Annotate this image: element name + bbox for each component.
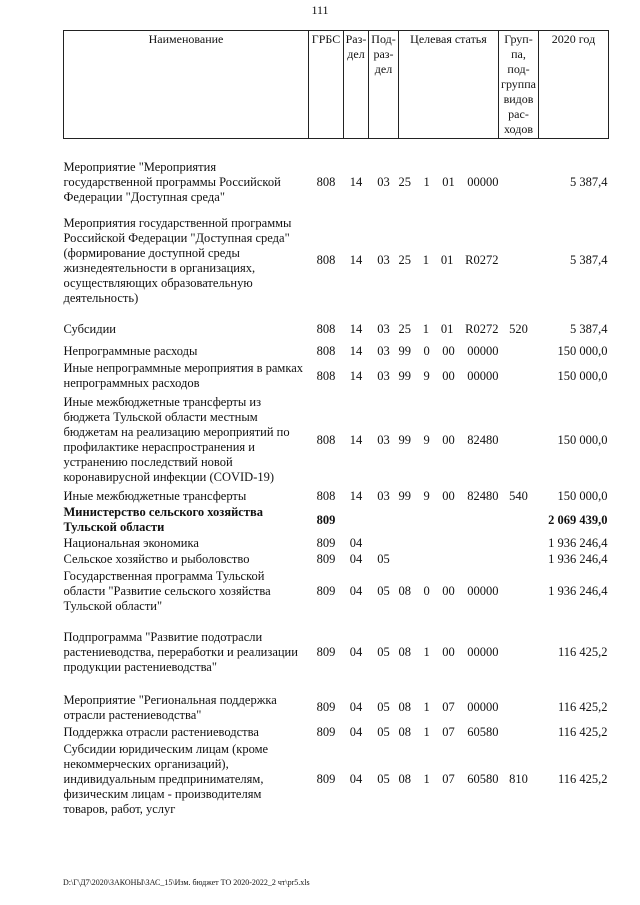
table-header-row (64, 31, 609, 139)
row-amount-2020: 5 387,4 (570, 253, 608, 267)
row-spacer (64, 139, 609, 153)
row-podrazdel: 05 (377, 700, 390, 714)
table-row (64, 691, 609, 725)
file-path-footer: D:\Г\Д7\2020\ЗАКОНЫ\ЗАС_15\Изм. бюджет ТО 2020-2022_2 чт\pr5.xls (63, 878, 310, 887)
row-amount-2020: 116 425,2 (557, 645, 608, 659)
row-target-code (399, 343, 499, 361)
row-grbs: 809 (316, 645, 336, 659)
row-target-code (399, 741, 499, 819)
target-code-parts (399, 175, 499, 190)
target-code-part: 99 (398, 368, 411, 383)
table-row (64, 505, 609, 536)
row-podrazdel: 05 (377, 645, 390, 659)
target-code-parts (399, 344, 499, 359)
target-code-part: R0272 (465, 321, 499, 336)
row-target-code (399, 568, 499, 615)
row-expense-group (499, 361, 539, 392)
row-razdel: 04 (349, 552, 363, 566)
row-target-code (399, 536, 499, 552)
target-code-part: 99 (398, 489, 411, 503)
target-code-part: 82480 (467, 489, 499, 503)
row-name: Непрограммные расходы (63, 344, 198, 358)
table-row (64, 361, 609, 392)
row-razdel: 04 (349, 700, 363, 714)
row-name: Министерство сельского хозяйства Тульской области (63, 505, 263, 534)
table-body (64, 139, 609, 819)
target-code-part: 25 (398, 253, 411, 267)
target-code-part: 1 (423, 174, 430, 189)
table-row (64, 343, 609, 361)
row-podrazdel: 03 (377, 253, 390, 267)
row-expense-group (499, 392, 539, 489)
row-grbs: 809 (316, 536, 336, 550)
target-code-part: 00 (442, 645, 455, 659)
target-code-part: R0272 (465, 253, 499, 267)
target-code-part: 00000 (467, 344, 499, 358)
row-target-code (399, 361, 499, 392)
table-row (64, 316, 609, 343)
target-code-part: 0 (423, 583, 430, 598)
row-amount-2020: 5 387,4 (570, 321, 608, 336)
target-code-part: 00 (442, 432, 455, 447)
target-code-parts (399, 584, 499, 599)
target-code-part: 08 (398, 772, 411, 786)
row-target-code (399, 552, 499, 568)
table-row (64, 552, 609, 568)
row-amount-2020: 1 936 246,4 (548, 536, 608, 550)
row-target-code (399, 691, 499, 725)
row-target-code (399, 153, 499, 212)
table-row (64, 392, 609, 489)
column-header-target: Целевая статья (399, 31, 499, 139)
column-header-razdel: Раз-дел (344, 31, 369, 139)
row-name: Мероприятие "Региональная поддержка отрасли растениеводства" (63, 692, 277, 722)
target-code-part: 1 (423, 645, 430, 659)
table-row (64, 212, 609, 310)
row-expense-group (499, 691, 539, 725)
row-podrazdel: 03 (377, 174, 390, 189)
row-grbs: 808 (316, 344, 336, 358)
row-grbs: 808 (316, 174, 336, 189)
row-amount-2020: 1 936 246,4 (548, 583, 608, 598)
row-razdel: 04 (349, 725, 363, 739)
row-target-code (399, 725, 499, 741)
target-code-part: 1 (423, 725, 430, 739)
target-code-part: 99 (398, 432, 411, 447)
row-podrazdel: 05 (377, 772, 390, 786)
column-header-grbs: ГРБС (309, 31, 344, 139)
target-code-part: 00000 (467, 368, 499, 383)
row-target-code (399, 392, 499, 489)
table-row (64, 741, 609, 819)
row-name: Иные межбюджетные трансферты (63, 489, 247, 503)
row-expense-group (499, 568, 539, 615)
table-row (64, 489, 609, 505)
row-name: Подпрограмма "Развитие подотрасли растениеводства, переработки и реализации продукции растениеводства" (63, 630, 298, 674)
row-podrazdel: 05 (377, 725, 390, 739)
target-code-part: 00000 (467, 583, 499, 598)
row-amount-2020: 2 069 439,0 (548, 512, 608, 527)
row-amount-2020: 150 000,0 (557, 344, 608, 358)
target-code-part: 99 (398, 344, 411, 358)
target-code-part: 00 (442, 368, 455, 383)
row-podrazdel: 03 (377, 344, 390, 358)
target-code-parts (399, 433, 499, 448)
page-number: 111 (311, 3, 329, 17)
row-podrazdel (369, 536, 399, 552)
row-razdel: 14 (349, 174, 363, 189)
table-row (64, 621, 609, 685)
row-razdel: 04 (349, 536, 363, 550)
target-code-part: 08 (398, 645, 411, 659)
target-code-part: 01 (440, 253, 454, 267)
row-razdel: 14 (349, 344, 363, 358)
target-code-parts (399, 489, 499, 504)
target-code-part: 9 (423, 368, 430, 383)
target-code-part: 25 (398, 321, 411, 336)
row-name: Мероприятие "Мероприятия государственной программы Российской Федерации "Доступная среда" (63, 159, 281, 204)
row-name: Государственная программа Тульской области "Развитие сельского хозяйства Тульской области" (63, 568, 271, 613)
target-code-part: 00000 (467, 174, 499, 189)
row-grbs: 809 (316, 725, 336, 739)
row-grbs: 809 (316, 583, 336, 598)
row-grbs: 809 (316, 512, 336, 527)
row-name: Поддержка отрасли растениеводства (63, 725, 259, 739)
row-name: Субсидии юридическим лицам (кроме некоммерческих организаций), индивидуальным предпринимателям, физическим лицам - производителям товаров, работ, услуг (63, 742, 269, 816)
target-code-parts (399, 645, 499, 660)
column-header-name: Наименование (64, 31, 309, 139)
target-code-parts (399, 369, 499, 384)
target-code-parts (399, 725, 499, 740)
target-code-part: 1 (423, 700, 430, 714)
target-code-part: 01 (440, 321, 454, 336)
column-header-year: 2020 год (539, 31, 609, 139)
target-code-part: 0 (423, 344, 430, 358)
row-grbs: 809 (316, 552, 336, 566)
target-code-parts (399, 253, 499, 268)
row-razdel: 14 (349, 368, 363, 383)
row-grbs: 808 (316, 253, 336, 267)
target-code-part: 9 (423, 432, 430, 447)
target-code-part: 00 (442, 344, 455, 358)
row-expense-group (499, 212, 539, 310)
column-header-group: Груп-па, под-группа видов рас-ходов (499, 31, 539, 139)
row-name: Субсидии (63, 321, 116, 336)
row-name: Мероприятия государственной программы Российской Федерации "Доступная среда" (формирование доступной среды жизнедеятельности в организациях, осуществляющих образовательную деятельность) (63, 215, 292, 305)
table-row (64, 153, 609, 212)
target-code-part: 08 (398, 583, 411, 598)
table-row (64, 536, 609, 552)
row-podrazdel: 05 (377, 583, 390, 598)
row-expense-group: 540 (509, 489, 528, 503)
row-amount-2020: 1 936 246,4 (548, 552, 608, 566)
target-code-parts (399, 322, 499, 337)
row-expense-group (499, 725, 539, 741)
target-code-part: 00000 (467, 645, 499, 659)
row-razdel: 04 (349, 645, 363, 659)
row-razdel: 14 (349, 489, 363, 503)
row-razdel: 04 (349, 772, 363, 786)
row-podrazdel: 03 (377, 368, 390, 383)
row-expense-group (499, 536, 539, 552)
row-expense-group (499, 505, 539, 536)
row-target-code (399, 621, 499, 685)
target-code-part: 08 (398, 725, 411, 739)
row-grbs: 809 (316, 772, 336, 786)
row-name: Иные непрограммные мероприятия в рамках непрограммных расходов (63, 361, 304, 390)
row-expense-group (499, 343, 539, 361)
row-expense-group (499, 621, 539, 685)
target-code-parts (399, 700, 499, 715)
row-expense-group (499, 552, 539, 568)
row-razdel: 04 (349, 583, 363, 598)
row-amount-2020: 116 425,2 (557, 725, 608, 739)
row-amount-2020: 5 387,4 (570, 174, 608, 189)
row-name: Сельское хозяйство и рыболовство (63, 552, 250, 566)
row-grbs: 808 (316, 321, 336, 336)
row-name: Иные межбюджетные трансферты из бюджета Тульской области местным бюджетам на реализацию мероприятий по профилактике нераспространения и устранению последствий новой коронавирусной инфекции (COVID-19) (63, 395, 290, 484)
target-code-part: 00 (442, 489, 455, 503)
target-code-part: 1 (423, 772, 430, 786)
row-razdel: 14 (349, 432, 363, 447)
row-podrazdel: 03 (377, 432, 390, 447)
row-grbs: 808 (316, 368, 336, 383)
target-code-part: 1 (422, 321, 430, 336)
target-code-part: 01 (442, 174, 455, 189)
row-target-code (399, 316, 499, 343)
target-code-part: 07 (442, 700, 455, 714)
budget-table (63, 30, 609, 819)
row-amount-2020: 150 000,0 (557, 432, 608, 447)
target-code-part: 00000 (467, 700, 499, 714)
row-expense-group (499, 153, 539, 212)
row-expense-group: 810 (509, 772, 528, 786)
row-razdel: 14 (349, 321, 363, 336)
row-amount-2020: 150 000,0 (557, 368, 608, 383)
target-code-part: 00 (442, 583, 455, 598)
row-razdel: 14 (349, 253, 363, 267)
row-name: Национальная экономика (63, 536, 199, 550)
row-grbs: 808 (316, 432, 336, 447)
row-expense-group: 520 (509, 321, 528, 336)
row-grbs: 809 (316, 700, 336, 714)
target-code-part: 82480 (467, 432, 499, 447)
row-amount-2020: 116 425,2 (557, 700, 608, 714)
target-code-part: 60580 (467, 725, 499, 739)
row-amount-2020: 150 000,0 (557, 489, 608, 503)
target-code-part: 9 (423, 489, 430, 503)
table-row (64, 725, 609, 741)
row-target-code (399, 505, 499, 536)
column-header-podrazdel: Под-раз-дел (369, 31, 399, 139)
target-code-part: 07 (442, 725, 455, 739)
row-target-code (399, 489, 499, 505)
row-razdel (344, 505, 369, 536)
row-amount-2020: 116 425,2 (557, 772, 608, 786)
row-grbs: 808 (316, 489, 336, 503)
row-podrazdel (369, 505, 399, 536)
target-code-part: 60580 (467, 772, 499, 786)
target-code-part: 08 (398, 700, 411, 714)
target-code-parts (399, 772, 499, 787)
target-code-part: 07 (442, 772, 455, 786)
target-code-part: 25 (398, 174, 411, 189)
table-row (64, 568, 609, 615)
row-target-code (399, 212, 499, 310)
row-podrazdel: 03 (377, 489, 390, 503)
target-code-part: 1 (422, 253, 430, 267)
row-podrazdel: 03 (377, 321, 390, 336)
row-podrazdel: 05 (377, 552, 390, 566)
